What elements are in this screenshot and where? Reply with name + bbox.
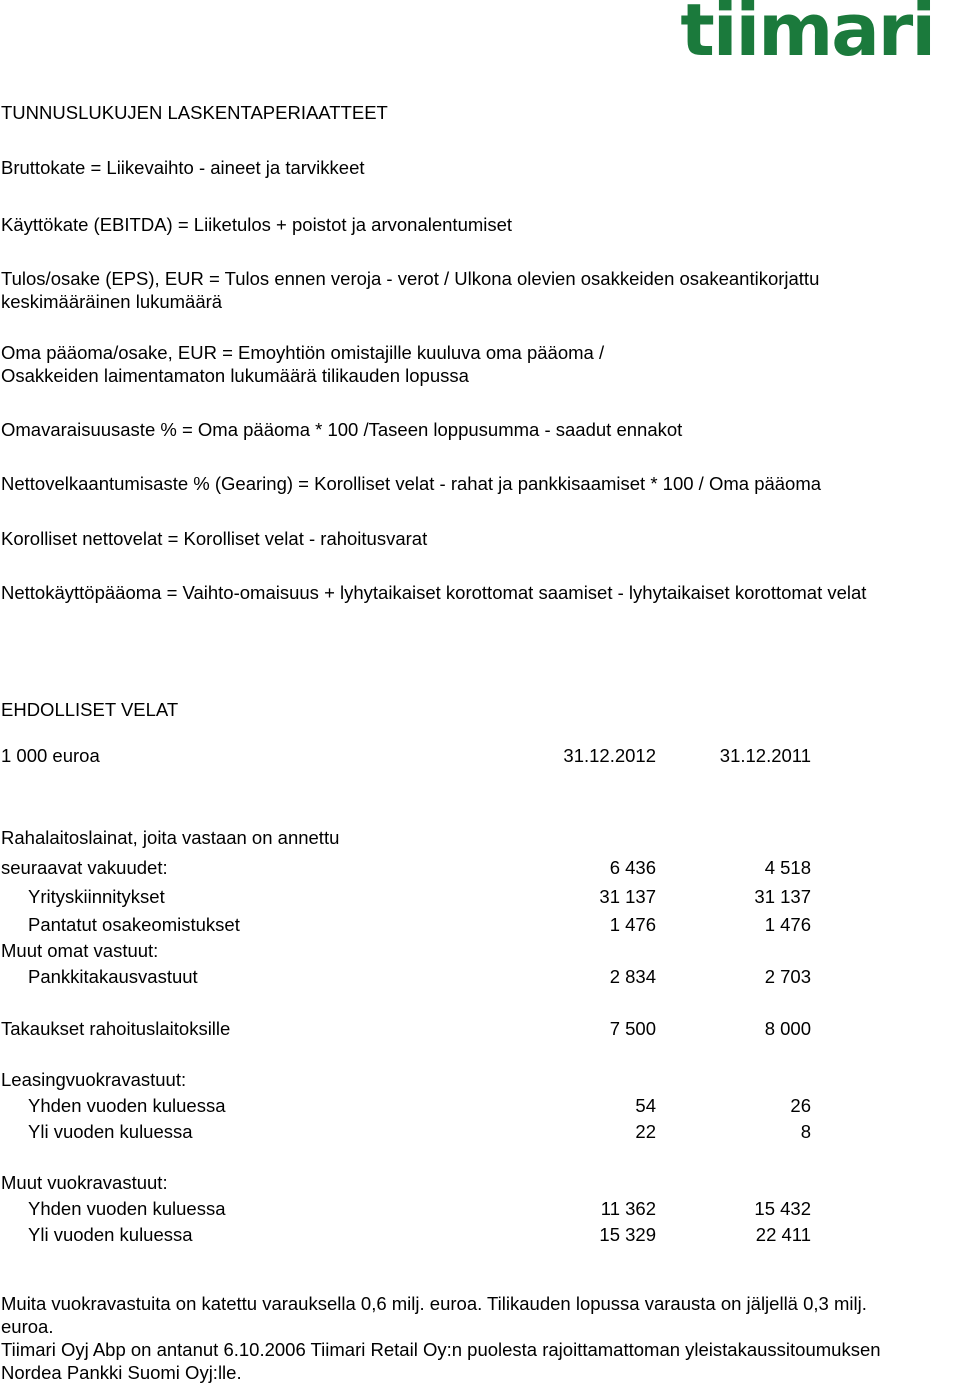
table-row: Yrityskiinnitykset 31 137 31 137 xyxy=(28,886,811,907)
formulas-heading: TUNNUSLUKUJEN LASKENTAPERIAATTEET xyxy=(1,102,388,123)
contingent-heading: EHDOLLISET VELAT xyxy=(1,699,179,720)
formula-net-debt: Korolliset nettovelat = Korolliset velat - rahoitusvarat xyxy=(1,528,428,549)
table-row: seuraavat vakuudet: 6 436 4 518 xyxy=(1,857,811,878)
table-header xyxy=(0,744,960,767)
table-row: Muut omat vastuut: xyxy=(1,940,159,961)
table-row: Yli vuoden kuluessa 22 8 xyxy=(28,1121,811,1142)
column-header-2011: 31.12.2011 xyxy=(719,745,811,766)
formula-equity-per-share-line1: Oma pääoma/osake, EUR = Emoyhtiön omistajille kuuluva oma pääoma / xyxy=(1,342,605,363)
table-row: Leasingvuokravastuut: xyxy=(1,1069,187,1090)
formula-eps-line1: Tulos/osake (EPS), EUR = Tulos ennen veroja - verot / Ulkona olevien osakkeiden osakeantikorjattu xyxy=(1,268,820,289)
table-row: Yhden vuoden kuluessa 11 362 15 432 xyxy=(28,1198,811,1219)
column-header-2012: 31.12.2012 xyxy=(563,745,656,766)
footer-note-guarantee-line1: Tiimari Oyj Abp on antanut 6.10.2006 Tiimari Retail Oy:n puolesta rajoittamattoman yleistakaussitoumuksen xyxy=(1,1339,881,1360)
formula-gross-margin: Bruttokate = Liikevaihto - aineet ja tarvikkeet xyxy=(1,157,365,178)
unit-label: 1 000 euroa xyxy=(1,745,100,766)
tiimari-logo: tiimari xyxy=(680,0,934,72)
table-row: Rahalaitoslainat, joita vastaan on annettu xyxy=(1,827,340,848)
footer-note-lease-line1: Muita vuokravastuita on katettu varauksella 0,6 milj. euroa. Tilikauden lopussa varausta on jäljellä 0,3 milj. xyxy=(1,1293,867,1314)
formula-equity-ratio: Omavaraisuusaste % = Oma pääoma * 100 /Taseen loppusumma - saadut ennakot xyxy=(1,419,683,440)
table-row: Takaukset rahoituslaitoksille 7 500 8 000 xyxy=(1,1018,811,1039)
formula-equity-per-share-line2: Osakkeiden laimentamaton lukumäärä tilikauden lopussa xyxy=(1,365,469,386)
formula-gearing: Nettovelkaantumisaste % (Gearing) = Korolliset velat - rahat ja pankkisaamiset * 100 / Oma pääoma xyxy=(1,473,822,494)
formula-working-capital: Nettokäyttöpääoma = Vaihto-omaisuus + lyhytaikaiset korottomat saamiset - lyhytaikaiset korottomat velat xyxy=(1,582,867,603)
footer-note-lease-line2: euroa. xyxy=(1,1316,54,1337)
table-row: Muut vuokravastuut: xyxy=(1,1172,168,1193)
table-row: Pankkitakausvastuut 2 834 2 703 xyxy=(28,966,811,987)
table-row: Yhden vuoden kuluessa 54 26 xyxy=(28,1095,811,1116)
formula-eps-line2: keskimääräinen lukumäärä xyxy=(1,291,223,312)
table-row: Yli vuoden kuluessa 15 329 22 411 xyxy=(28,1224,811,1245)
table-row: Pantatut osakeomistukset 1 476 1 476 xyxy=(28,914,811,935)
footer-note-guarantee-line2: Nordea Pankki Suomi Oyj:lle. xyxy=(1,1362,242,1383)
formula-ebitda: Käyttökate (EBITDA) = Liiketulos + poistot ja arvonalentumiset xyxy=(1,214,513,235)
